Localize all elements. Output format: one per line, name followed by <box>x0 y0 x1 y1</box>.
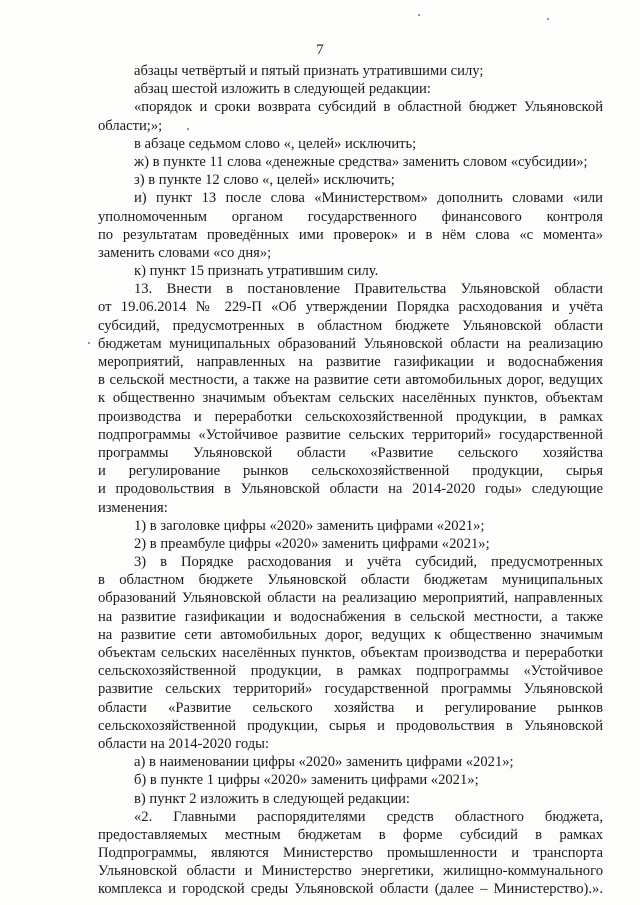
text-line: абзац шестой изложить в следующей редакции: <box>134 81 431 98</box>
text-line: комплекса и городской среды Ульяновской области (далее – Министерство).». <box>98 881 603 898</box>
text-line: абзацы четвёртый и пятый признать утратившими силу; <box>134 63 484 79</box>
page-number: 7 <box>316 42 324 58</box>
text-line: 2) в преамбуле цифры «2020» заменить цифрами «2021»; <box>134 535 490 552</box>
text-line: сельскохозяйственной продукции, сырья и продовольствия в Ульяновской <box>98 717 603 734</box>
text-line: и продовольствия в Ульяновской области на 2014-2020 годы» следующие <box>98 481 603 498</box>
text-line: а) в наименовании цифры «2020» заменить цифрами «2021»; <box>134 754 514 771</box>
text-line: на развитие газификации и водоснабжения в сельской местности, а также <box>98 608 603 625</box>
text-line: субсидий, предусмотренных в областном бюджете Ульяновской области <box>98 317 603 334</box>
text-line: подпрограммы «Устойчивое развитие сельских территорий» государственной <box>98 426 603 443</box>
text-line: развитие сельских территорий» государственной программы Ульяновской <box>98 681 603 698</box>
text-line: к общественно значимым объектам сельских населённых пунктов, объектам <box>98 390 603 407</box>
document-body <box>98 62 603 899</box>
scan-speck <box>418 14 420 16</box>
text-line: ж) в пункте 11 слова «денежные средства» заменить словом «субсидии»; <box>134 153 588 170</box>
text-line: области на 2014-2020 годы: <box>98 735 270 752</box>
text-line: заменить словами «со дня»; <box>98 244 272 261</box>
text-line: Ульяновской области и Министерство энергетики, жилищно-коммунального <box>98 863 603 880</box>
text-line: от 19.06.2014 № 229-П «Об утверждении Порядка расходования и учёта <box>98 299 603 316</box>
scan-speck <box>88 342 90 344</box>
text-line: уполномоченным органом государственного финансового контроля <box>98 208 603 225</box>
text-line: в абзаце седьмом слово «, целей» исключить; <box>134 135 417 152</box>
text-line: сельскохозяйственной продукции, в рамках подпрограммы «Устойчивое <box>98 663 603 680</box>
text-line: б) в пункте 1 цифры «2020» заменить цифрами «2021»; <box>134 772 479 789</box>
text-line: области;»; <box>98 117 163 134</box>
text-line: программы Ульяновской области «Развитие сельского хозяйства <box>98 444 603 461</box>
text-line: объектам сельских населённых пунктов, объектам производства и переработки <box>98 645 603 661</box>
text-line: области «Развитие сельского хозяйства и регулирование рынков <box>98 699 603 716</box>
text-line: Подпрограммы, являются Министерство промышленности и транспорта <box>98 845 603 862</box>
text-line: 1) в заголовке цифры «2020» заменить цифрами «2021»; <box>134 517 485 534</box>
text-line: в сельской местности, а также на развитие сети автомобильных дорог, ведущих <box>98 372 603 389</box>
text-line: «порядок и сроки возврата субсидий в областной бюджет Ульяновской <box>134 99 603 116</box>
text-line: «2. Главными распорядителями средств областного бюджета, <box>134 808 603 825</box>
text-line: образований Ульяновской области на реализацию мероприятий, направленных <box>98 590 603 607</box>
text-line: в) пункт 2 изложить в следующей редакции: <box>134 790 410 807</box>
text-line: к) пункт 15 признать утратившим силу. <box>134 263 379 280</box>
text-line: и регулирование рынков сельскохозяйственной продукции, сырья <box>98 463 603 480</box>
text-line: на развитие сети автомобильных дорог, ведущих к общественно значимым <box>98 626 603 643</box>
text-line: в областном бюджете Ульяновской области бюджетам муниципальных <box>98 572 603 589</box>
text-line: бюджетам муниципальных образований Ульяновской области на реализацию <box>98 335 603 352</box>
text-line: производства и переработки сельскохозяйственной продукции, в рамках <box>98 408 603 425</box>
text-line: 3) в Порядке расходования и учёта субсидий, предусмотренных <box>134 554 603 571</box>
text-line: з) в пункте 12 слово «, целей» исключить; <box>134 172 395 189</box>
scan-speck <box>187 128 189 130</box>
text-line: по результатам проведённых ими проверок» и в нём слова «с момента» <box>98 226 603 243</box>
text-line: и) пункт 13 после слова «Министерством» дополнить словами «или <box>134 190 603 207</box>
scan-speck <box>547 18 549 20</box>
text-line: предоставляемых местным бюджетам в форме субсидий в рамках <box>98 826 603 843</box>
text-line: 13. Внести в постановление Правительства Ульяновской области <box>134 281 603 298</box>
text-line: изменения: <box>98 499 168 516</box>
text-line: мероприятий, направленных на развитие газификации и водоснабжения <box>98 354 603 370</box>
